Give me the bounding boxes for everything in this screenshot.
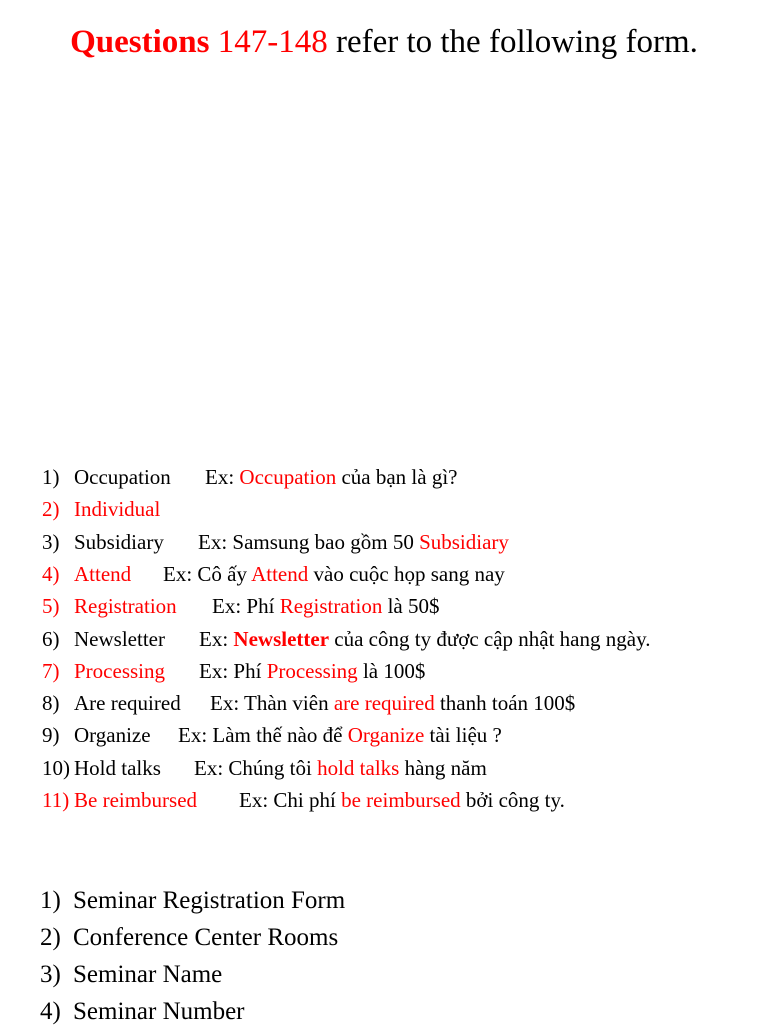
item-number: 6)	[42, 626, 60, 651]
vocab-term: Be reimbursed	[74, 788, 198, 812]
example-sentence	[194, 753, 487, 783]
vocab-term: Newsletter	[74, 626, 165, 651]
example-suffix: thanh toán 100$	[434, 691, 576, 716]
item-number: 2)	[40, 924, 61, 951]
example-suffix: hàng năm	[399, 755, 487, 780]
item-number: 11)	[42, 788, 70, 812]
example-sentence	[163, 559, 505, 589]
vocab-term: Organize	[74, 723, 151, 748]
vocab-term: Attend	[74, 561, 132, 586]
example-sentence	[205, 462, 458, 492]
example-highlight: Subsidiary	[419, 529, 509, 554]
vocab-term: Subsidiary	[74, 529, 164, 554]
item-number: 1)	[40, 887, 61, 914]
example-suffix: là 50$	[382, 594, 440, 619]
item-number: 3)	[40, 961, 61, 988]
example-highlight: Newsletter	[233, 626, 330, 651]
example-highlight: hold talks	[317, 755, 400, 780]
example-suffix: của công ty được cập nhật hang ngày.	[329, 626, 651, 651]
example-suffix: của bạn là gì?	[336, 465, 458, 489]
example-prefix: Ex:	[205, 465, 240, 489]
vocab-term: Are required	[74, 691, 181, 716]
item-number: 2)	[42, 497, 60, 522]
example-prefix: Ex: Chi phí	[239, 788, 342, 812]
example-highlight: Organize	[347, 723, 425, 748]
item-number: 5)	[42, 594, 60, 619]
form-item-text: Seminar Registration Form	[73, 887, 346, 914]
item-number: 3)	[42, 529, 60, 554]
vocab-term: Processing	[74, 658, 165, 683]
title-questions: Questions	[70, 24, 210, 60]
example-sentence	[199, 656, 425, 686]
vocab-term: Individual	[74, 497, 161, 522]
form-item-text: Conference Center Rooms	[73, 924, 339, 951]
example-suffix: bởi công ty.	[460, 788, 565, 812]
example-sentence	[198, 527, 509, 557]
vocab-term: Hold talks	[74, 755, 161, 780]
example-suffix: tài liệu ?	[424, 723, 502, 748]
item-number: 8)	[42, 691, 60, 716]
example-prefix: Ex: Chúng tôi	[194, 755, 318, 780]
example-prefix: Ex: Phí	[199, 658, 267, 683]
form-item-text: Seminar Number	[73, 998, 245, 1025]
example-suffix: là 100$	[357, 658, 426, 683]
example-prefix: Ex: Cô ấy	[163, 561, 252, 586]
example-sentence	[199, 624, 650, 654]
example-highlight: be reimbursed	[341, 788, 461, 812]
vocab-term: Occupation	[74, 465, 171, 489]
example-suffix: vào cuộc họp sang nay	[308, 561, 505, 586]
item-number: 1)	[42, 465, 60, 489]
example-highlight: are required	[333, 691, 435, 716]
example-prefix: Ex: Samsung bao gồm 50	[198, 529, 420, 554]
example-sentence	[178, 720, 502, 750]
example-prefix: Ex: Thàn viên	[210, 691, 334, 716]
vocab-term: Registration	[74, 594, 177, 619]
item-number: 10)	[42, 755, 70, 780]
example-highlight: Attend	[251, 561, 309, 586]
example-sentence	[239, 785, 565, 815]
item-number: 4)	[42, 561, 60, 586]
example-highlight: Occupation	[239, 465, 337, 489]
title-range: 147-148	[217, 24, 328, 60]
example-highlight: Processing	[266, 658, 358, 683]
example-prefix: Ex: Phí	[212, 594, 280, 619]
example-prefix: Ex: Làm thế nào để	[178, 723, 348, 748]
form-item-text: Seminar Name	[73, 961, 223, 988]
example-highlight: Registration	[279, 594, 383, 619]
example-prefix: Ex:	[199, 626, 234, 651]
item-number: 7)	[42, 658, 60, 683]
example-sentence	[210, 688, 575, 718]
item-number: 9)	[42, 723, 60, 748]
page-title	[0, 24, 768, 61]
title-rest: refer to the following form.	[327, 24, 698, 60]
item-number: 4)	[40, 998, 61, 1025]
example-sentence	[212, 591, 440, 621]
